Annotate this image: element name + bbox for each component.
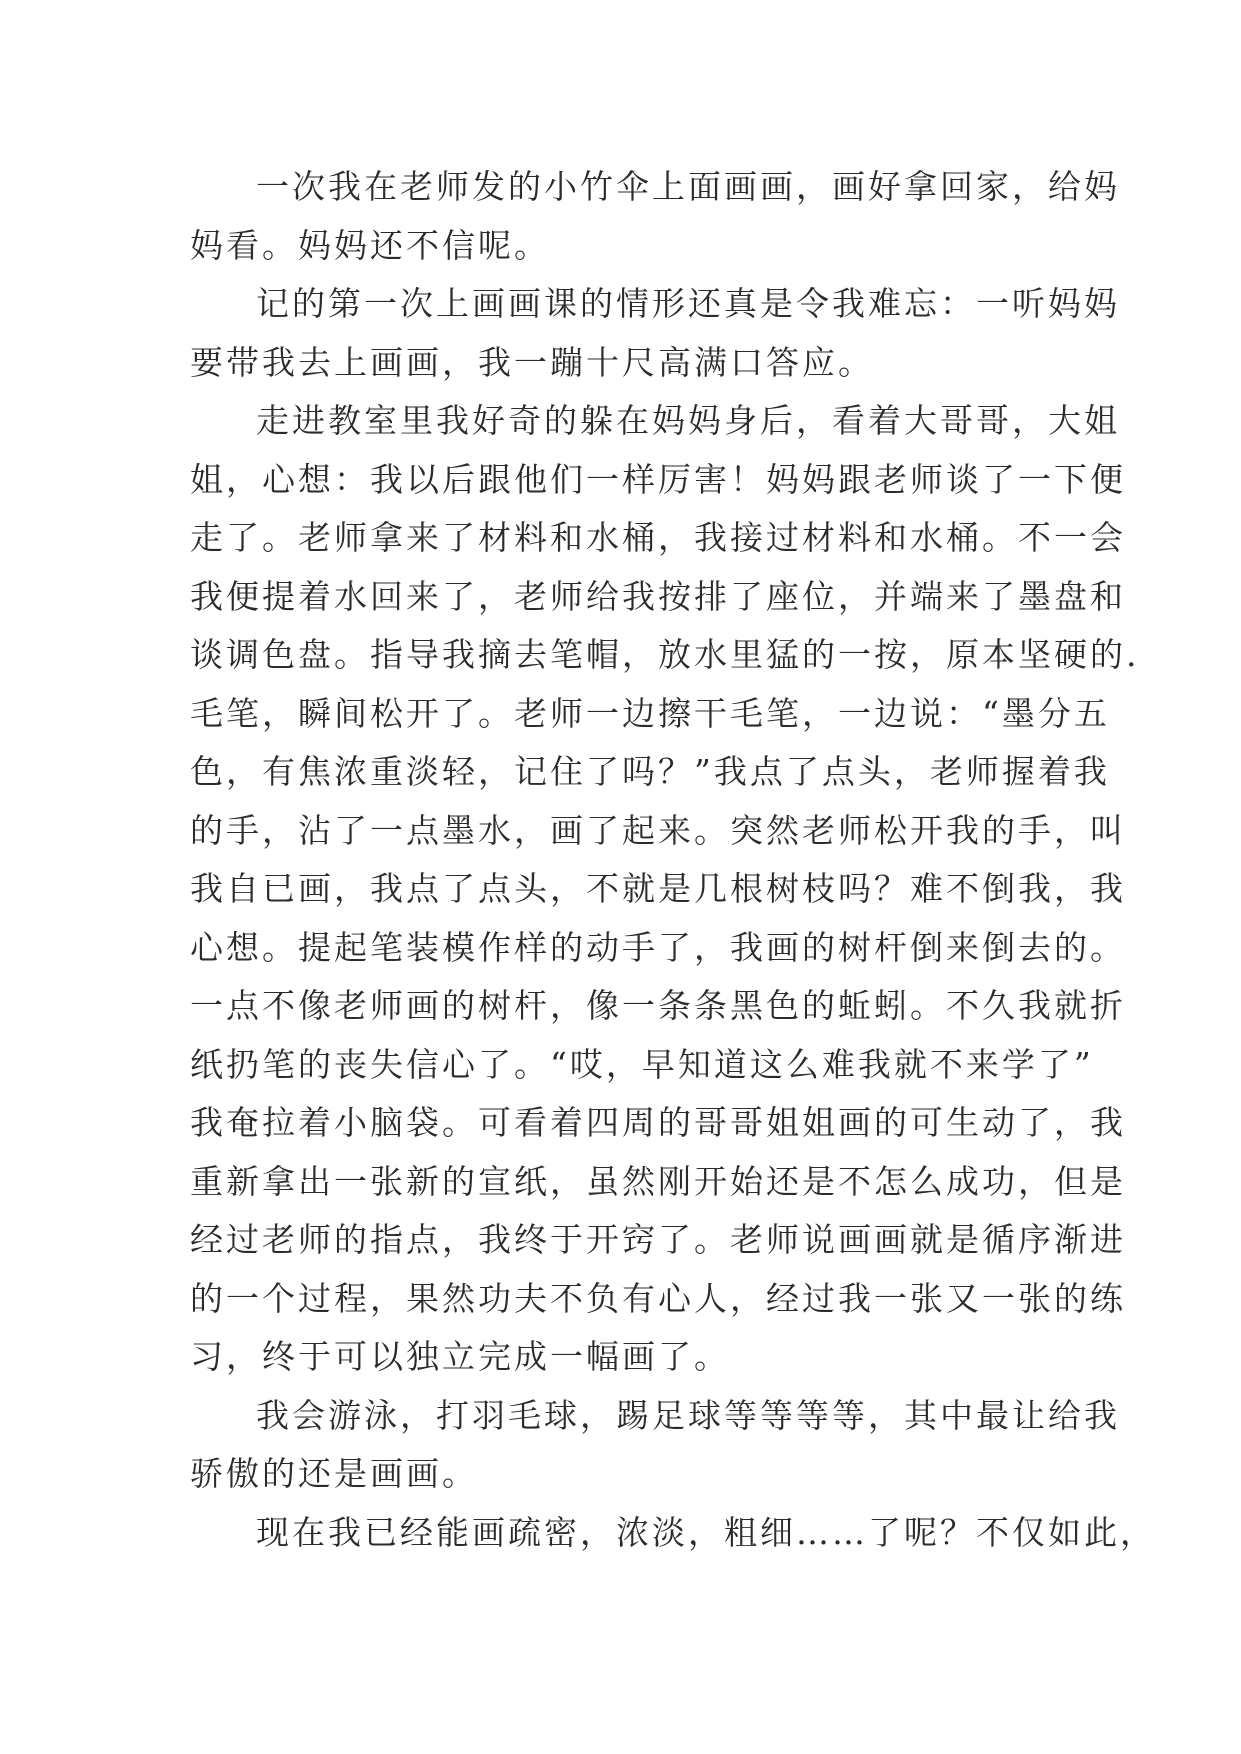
text-line: 我便提着水回来了，老师给我按排了座位，并端来了墨盘和 (190, 576, 1126, 616)
essay-body (190, 158, 1156, 1562)
paragraph-4 (190, 1387, 1120, 1504)
text-line: 纸扔笔的丧失信心了。“哎，早知道这么难我就不来学了” (190, 1044, 1094, 1084)
paragraph-5 (190, 1504, 1156, 1563)
text-line: 习，终于可以独立完成一幅画了。 (190, 1337, 730, 1376)
text-line: 毛笔，瞬间松开了。老师一边擦干毛笔，一边说：“墨分五 (190, 693, 1110, 733)
text-line: 重新拿出一张新的宣纸，虽然刚开始还是不怎么成功，但是 (190, 1161, 1126, 1201)
text-line: 经过老师的指点，我终于开窍了。老师说画画就是循序渐进 (190, 1220, 1126, 1259)
text-line: 走了。老师拿来了材料和水桶，我接过材料和水桶。不一会 (190, 518, 1126, 557)
text-line: 一点不像老师画的树杆，像一条条黑色的蚯蚓。不久我就折 (190, 986, 1126, 1025)
text-line: 心想。提起笔装模作样的动手了，我画的树杆倒来倒去的。 (190, 927, 1126, 967)
text-line: 妈看。妈妈还不信呢。 (190, 225, 550, 265)
text-line: 谈调色盘。指导我摘去笔帽，放水里猛的一按，原本坚硬的. (190, 635, 1140, 674)
text-line: 骄傲的还是画画。 (190, 1454, 478, 1493)
text-line: 姐，心想：我以后跟他们一样厉害！妈妈跟老师谈了一下便 (190, 459, 1126, 499)
text-line: 现在我已经能画疏密，浓淡，粗细……了呢？不仅如此， (256, 1512, 1156, 1552)
text-line: 我自已画，我点了点头，不就是几根树枝吗？难不倒我，我 (190, 869, 1126, 908)
text-line: 的手，沾了一点墨水，画了起来。突然老师松开我的手，叫 (190, 810, 1126, 850)
paragraph-3 (190, 392, 1140, 1387)
text-line: 一次我在老师发的小竹伞上面画画，画好拿回家，给妈 (256, 167, 1120, 206)
text-line: 我奄拉着小脑袋。可看着四周的哥哥姐姐画的可生动了，我 (190, 1103, 1126, 1142)
text-line: 走进教室里我好奇的躲在妈妈身后，看着大哥哥，大姐 (256, 401, 1120, 440)
text-line: 记的第一次上画画课的情形还真是令我难忘：一听妈妈 (256, 284, 1120, 323)
text-line: 的一个过程，果然功夫不负有心人，经过我一张又一张的练 (190, 1278, 1126, 1318)
text-line: 我会游泳，打羽毛球，踢足球等等等等，其中最让给我 (256, 1395, 1120, 1435)
paragraph-1 (190, 158, 1120, 275)
text-line: 色，有焦浓重淡轻，记住了吗？”我点了点头，老师握着我 (190, 752, 1110, 791)
text-line: 要带我去上画画，我一蹦十尺高满口答应。 (190, 342, 874, 382)
paragraph-2 (190, 275, 1120, 392)
